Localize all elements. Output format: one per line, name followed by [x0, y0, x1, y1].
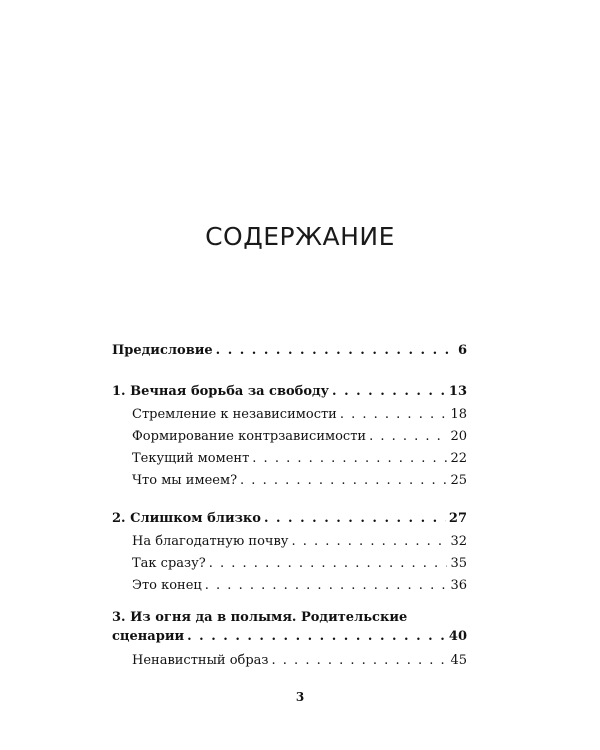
toc-subentry[interactable]: [132, 470, 467, 492]
toc-entry-chapter-3-title[interactable]: 3. Из огня да в полымя. Родительские: [112, 610, 408, 625]
toc-entry-label: 1. Вечная борьба за свободу: [112, 384, 330, 399]
page-title: СОДЕРЖАНИЕ: [205, 222, 395, 251]
dot-leader: [264, 508, 446, 530]
toc-subentry[interactable]: [132, 404, 467, 426]
toc-entry-label: сценарии: [112, 629, 185, 644]
toc-entry-page: 45: [450, 653, 467, 668]
toc-entry-page: 35: [450, 556, 467, 571]
dot-leader: [187, 626, 446, 648]
toc-entry-page: 20: [450, 429, 467, 444]
page-number: 3: [295, 690, 305, 704]
toc-entry-label: Стремление к независимости: [132, 407, 337, 422]
toc-entry-chapter-3[interactable]: [112, 626, 467, 648]
dot-leader: [291, 531, 447, 553]
toc-entry-label: Что мы имеем?: [132, 473, 238, 488]
dot-leader: [340, 404, 448, 426]
toc-entry-page: 36: [450, 578, 467, 593]
toc-entry-label: 2. Слишком близко: [112, 511, 261, 526]
toc-entry-label: Это конец: [132, 578, 202, 593]
dot-leader: [209, 553, 448, 575]
toc-subentry[interactable]: [132, 531, 467, 553]
toc-entry-page: 40: [448, 629, 467, 644]
toc-entry-label: Ненавистный образ: [132, 653, 269, 668]
toc-entry-preface[interactable]: [112, 340, 467, 362]
dot-leader: [205, 575, 448, 597]
toc-entry-chapter-2[interactable]: [112, 508, 467, 530]
toc-entry-page: 22: [450, 451, 467, 466]
toc-entry-page: 32: [450, 534, 467, 549]
toc-entry-label: Так сразу?: [132, 556, 206, 571]
toc-entry-label: На благодатную почву: [132, 534, 289, 549]
dot-leader: [369, 426, 447, 448]
toc-entry-label: Предисловие: [112, 343, 213, 358]
toc-entry-label: Формирование контрзависимости: [132, 429, 367, 444]
toc-entry-page: 27: [448, 511, 467, 526]
toc-entry-label: Текущий момент: [132, 451, 250, 466]
toc-entry-page: 6: [457, 343, 467, 358]
toc-entry-page: 25: [450, 473, 467, 488]
toc-subentry[interactable]: [132, 650, 467, 672]
dot-leader: [216, 340, 455, 362]
toc-subentry[interactable]: [132, 553, 467, 575]
dot-leader: [240, 470, 447, 492]
toc-subentry[interactable]: [132, 575, 467, 597]
toc-subentry[interactable]: [132, 426, 467, 448]
dot-leader: [252, 448, 447, 470]
dot-leader: [272, 650, 448, 672]
toc-entry-chapter-1[interactable]: [112, 381, 467, 403]
dot-leader: [332, 381, 446, 403]
toc-entry-page: 18: [450, 407, 467, 422]
toc-subentry[interactable]: [132, 448, 467, 470]
toc-entry-page: 13: [448, 384, 467, 399]
